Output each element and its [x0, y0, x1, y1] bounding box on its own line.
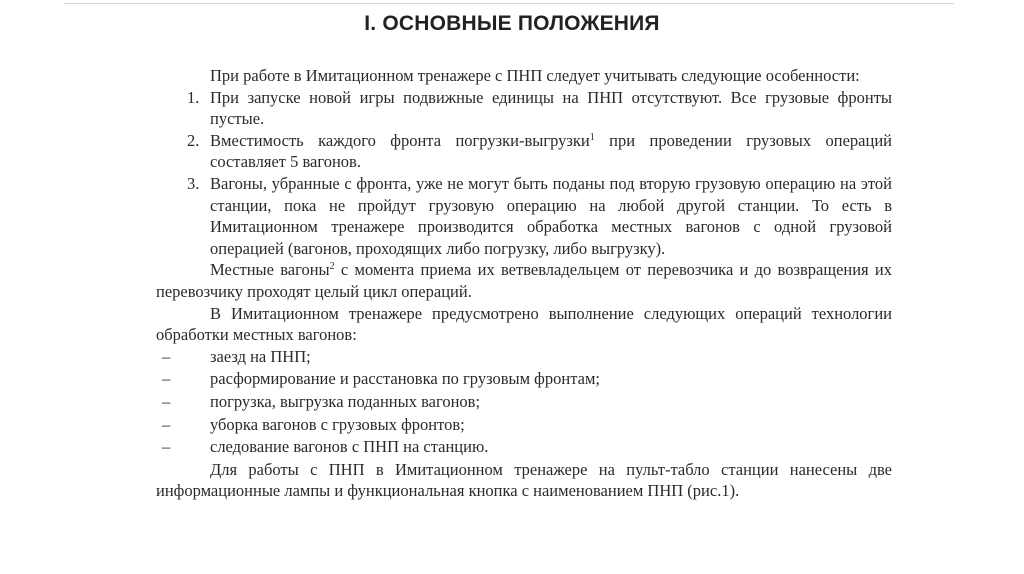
intro-paragraph: При работе в Имитационном тренажере с ПНП следует учитывать следующие особенности:	[210, 66, 860, 85]
dash-bullet: –	[162, 391, 171, 411]
operation-list-item	[156, 391, 892, 414]
item-text: При запуске новой игры подвижные единицы на ПНП отсутствуют. Все грузовые фронты пустые.	[210, 87, 892, 129]
operation-text: уборка вагонов с грузовых фронтов;	[210, 414, 465, 434]
dash-bullet: –	[162, 437, 171, 457]
operation-text: следование вагонов с ПНП на станцию.	[210, 437, 489, 457]
dash-bullet: –	[162, 414, 171, 434]
item-number: 1.	[187, 87, 200, 107]
page-title: I. ОСНОВНЫЕ ПОЛОЖЕНИЯ	[364, 12, 660, 35]
operation-text: заезд на ПНП;	[210, 346, 311, 366]
operations-intro-paragraph: В Имитационном тренажере предусмотрено выполнение следующих операций технологии обработки местных вагонов:	[156, 303, 892, 345]
numbered-item-2	[156, 130, 892, 173]
dash-bullet: –	[162, 369, 171, 389]
footnote-marker-2: 2	[329, 261, 335, 273]
item-number: 3.	[187, 173, 200, 193]
local-wagons-paragraph	[156, 259, 892, 302]
item-number: 2.	[187, 130, 200, 150]
paragraph-text-continued: с момента приема их ветвевладельцем от перевозчика и до возвращения их перевозчику проходят целый цикл операций.	[156, 260, 892, 301]
item-text: Вместимость каждого фронта погрузки-выгрузки	[210, 130, 590, 150]
document-body	[156, 65, 892, 502]
numbered-item-1	[156, 87, 892, 130]
top-divider	[64, 3, 954, 4]
operation-list-item	[156, 368, 892, 391]
dash-bullet: –	[162, 346, 171, 366]
closing-paragraph: Для работы с ПНП в Имитационном тренажере на пульт-табло станции нанесены две информационные лампы и функциональная кнопка с наименованием ПНП (рис.1).	[156, 459, 892, 501]
operation-text: погрузка, выгрузка поданных вагонов;	[210, 391, 481, 411]
operation-list-item	[156, 346, 892, 369]
numbered-item-3	[156, 173, 892, 259]
footnote-marker-1: 1	[589, 131, 595, 143]
operation-list-item	[156, 436, 892, 459]
item-text: Вагоны, убранные с фронта, уже не могут быть поданы под вторую грузовую операцию на этой станции, пока не пройдут грузовую операцию на любой другой станции. То есть в Имитационном тренажере производится обработка местных вагонов с одной грузовой операцией (вагонов, проходящих либо погрузку, либо выгрузку).	[210, 173, 892, 258]
operation-text: расформирование и расстановка по грузовым фронтам;	[210, 369, 600, 389]
item-text-continued: при проведении грузовых операций составляет 5 вагонов.	[210, 130, 892, 172]
paragraph-text: Местные вагоны	[210, 260, 330, 280]
operation-list-item	[156, 414, 892, 437]
